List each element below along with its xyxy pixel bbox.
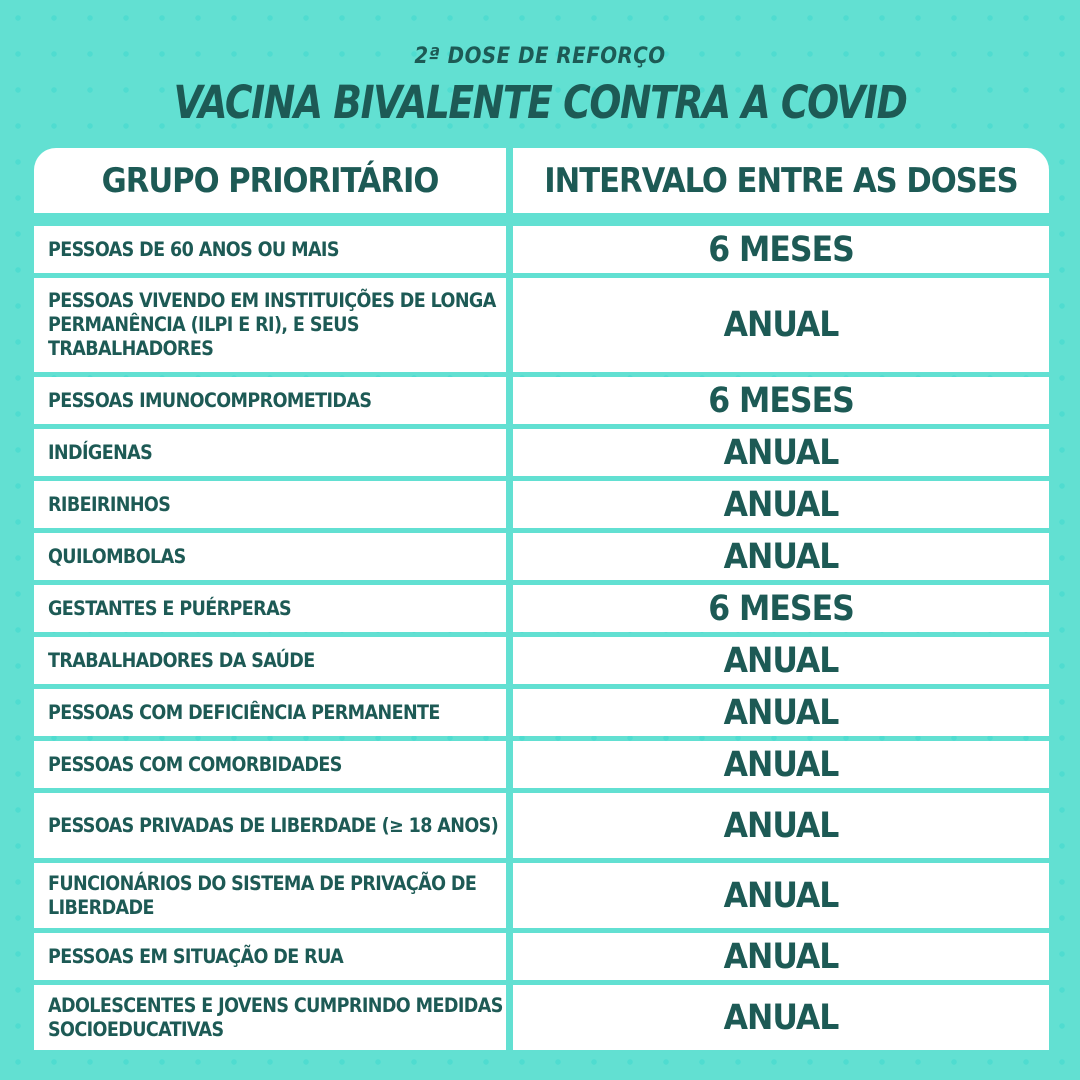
- subtitle: 2ª DOSE DE REFORÇO: [414, 44, 666, 69]
- group-cell: INDÍGENAS: [34, 429, 506, 476]
- interval-cell: ANUAL: [513, 689, 1049, 736]
- interval-cell: ANUAL: [513, 933, 1049, 980]
- group-cell: QUILOMBOLAS: [34, 533, 506, 580]
- interval-cell: ANUAL: [513, 481, 1049, 528]
- table-row: [34, 226, 1049, 273]
- interval-cell: ANUAL: [513, 863, 1049, 928]
- interval-cell: ANUAL: [513, 985, 1049, 1050]
- table-row: [34, 278, 1049, 372]
- interval-cell: ANUAL: [513, 533, 1049, 580]
- table-body: [34, 226, 1049, 1050]
- table-row: [34, 429, 1049, 476]
- group-cell: PESSOAS COM DEFICIÊNCIA PERMANENTE: [34, 689, 506, 736]
- table-header: [34, 148, 1049, 213]
- group-cell: PESSOAS DE 60 ANOS OU MAIS: [34, 226, 506, 273]
- group-cell: PESSOAS EM SITUAÇÃO DE RUA: [34, 933, 506, 980]
- table-row: [34, 985, 1049, 1050]
- interval-cell: 6 MESES: [513, 377, 1049, 424]
- table-row: [34, 741, 1049, 788]
- group-cell: PESSOAS PRIVADAS DE LIBERDADE (≥ 18 ANOS): [34, 793, 506, 858]
- table-row: [34, 933, 1049, 980]
- group-cell: PESSOAS IMUNOCOMPROMETIDAS: [34, 377, 506, 424]
- interval-cell: 6 MESES: [513, 585, 1049, 632]
- table-row: [34, 585, 1049, 632]
- table-row: [34, 377, 1049, 424]
- table-row: [34, 689, 1049, 736]
- interval-cell: ANUAL: [513, 637, 1049, 684]
- table-row: [34, 481, 1049, 528]
- header-interval: INTERVALO ENTRE AS DOSES: [513, 148, 1049, 213]
- group-cell: PESSOAS VIVENDO EM INSTITUIÇÕES DE LONGA PERMANÊNCIA (ILPI E RI), E SEUS TRABALHADORES: [34, 278, 506, 372]
- group-cell: FUNCIONÁRIOS DO SISTEMA DE PRIVAÇÃO DE LIBERDADE: [34, 863, 506, 928]
- interval-cell: ANUAL: [513, 429, 1049, 476]
- table-row: [34, 533, 1049, 580]
- interval-cell: ANUAL: [513, 278, 1049, 372]
- interval-cell: 6 MESES: [513, 226, 1049, 273]
- table-row: [34, 637, 1049, 684]
- group-cell: RIBEIRINHOS: [34, 481, 506, 528]
- group-cell: ADOLESCENTES E JOVENS CUMPRINDO MEDIDAS SOCIOEDUCATIVAS: [34, 985, 506, 1050]
- interval-cell: ANUAL: [513, 793, 1049, 858]
- group-cell: GESTANTES E PUÉRPERAS: [34, 585, 506, 632]
- table-row: [34, 793, 1049, 858]
- priority-table: [34, 148, 1049, 1050]
- header-group: GRUPO PRIORITÁRIO: [34, 148, 506, 213]
- group-cell: PESSOAS COM COMORBIDADES: [34, 741, 506, 788]
- interval-cell: ANUAL: [513, 741, 1049, 788]
- group-cell: TRABALHADORES DA SAÚDE: [34, 637, 506, 684]
- table-row: [34, 863, 1049, 928]
- page-title: VACINA BIVALENTE CONTRA A COVID: [173, 76, 907, 129]
